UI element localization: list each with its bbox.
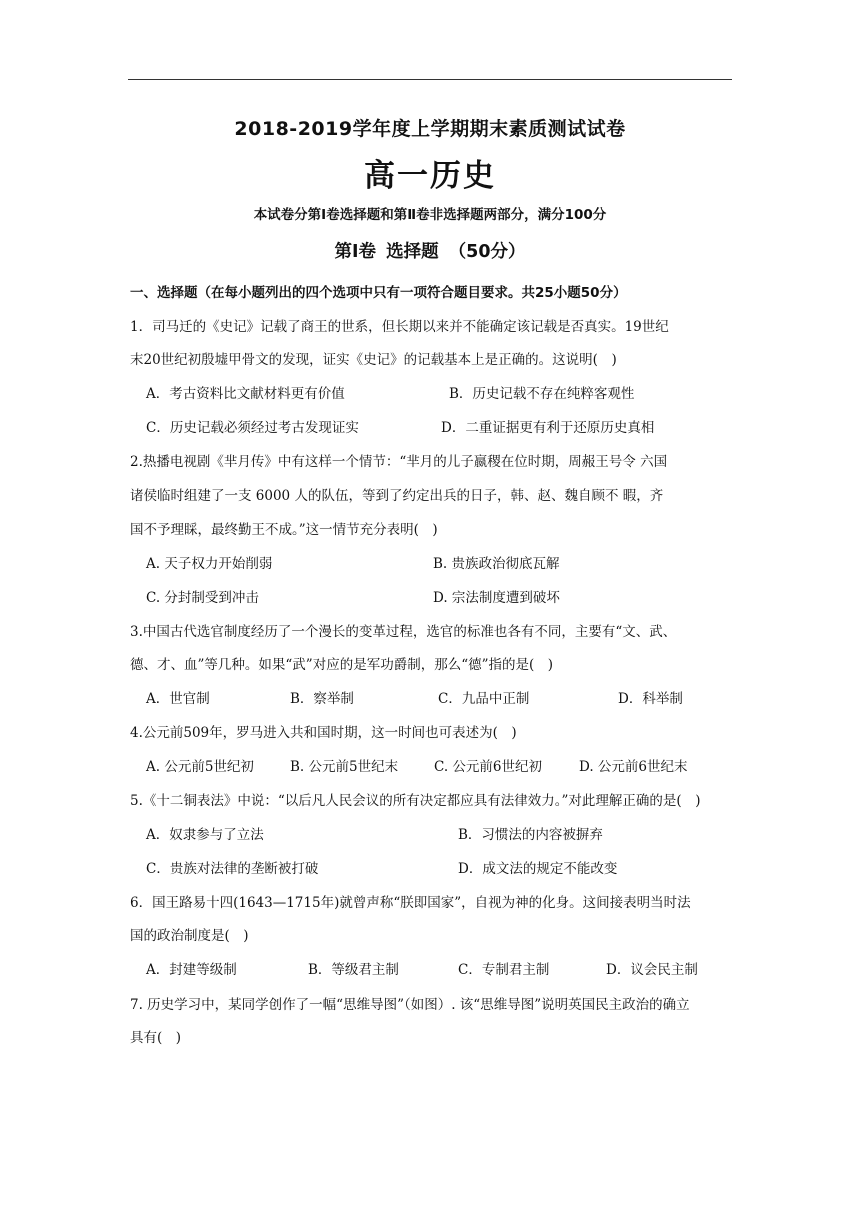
question-5-option-a: A．奴隶参与了立法	[146, 827, 264, 843]
question-1-option-c: C．历史记载必须经过考古发现证实	[146, 420, 359, 436]
question-1-line-2: 末20世纪初殷墟甲骨文的发现，证实《史记》的记载基本上是正确的。这说明( )	[130, 352, 617, 368]
part-title: 第Ⅰ卷 选择题 （50分）	[334, 242, 526, 262]
question-3-option-d: D．科举制	[618, 691, 683, 707]
question-2-line-3: 国不予理睬，最终勤王不成。”这一情节充分表明( )	[130, 522, 438, 538]
question-6-line-1: 6．国王路易十四(1643—1715年)就曾声称“朕即国家”，自视为神的化身。这间接表明当时法	[130, 895, 691, 911]
question-6-option-b: B．等级君主制	[308, 962, 399, 978]
question-5-line-1: 5.《十二铜表法》中说：“以后凡人民会议的所有决定都应具有法律效力。”对此理解正确的是( )	[130, 793, 701, 809]
section-title: 一、选择题（在每小题列出的四个选项中只有一项符合题目要求。共25小题50分）	[130, 285, 627, 301]
question-2-line-2: 诸侯临时组建了一支 6000 人的队伍，等到了约定出兵的日子，韩、赵、魏自顾不 暇，齐	[130, 488, 664, 504]
question-5-option-c: C．贵族对法律的垄断被打破	[146, 861, 319, 877]
question-6-option-c: C．专制君主制	[458, 962, 550, 978]
question-3-option-c: C．九品中正制	[438, 691, 530, 707]
question-5-option-d: D．成文法的规定不能改变	[458, 861, 618, 877]
question-3-option-a: A．世官制	[146, 691, 210, 707]
question-4-option-c: C. 公元前6世纪初	[434, 759, 543, 775]
question-1-option-a: A．考古资料比文献材料更有价值	[146, 386, 345, 402]
question-7-line-1: 7. 历史学习中，某同学创作了一幅“思维导图”（如图）. 该“思维导图”说明英国民主政治的确立	[130, 997, 690, 1013]
question-6-option-d: D．议会民主制	[606, 962, 698, 978]
question-5-option-b: B．习惯法的内容被摒弃	[458, 827, 603, 843]
question-6-line-2: 国的政治制度是( )	[130, 928, 249, 944]
question-2-line-1: 2.热播电视剧《芈月传》中有这样一个情节：“芈月的儿子嬴稷在位时期，周赧王号令 六国	[130, 454, 668, 470]
question-3-option-b: B．察举制	[290, 691, 354, 707]
exam-title: 2018-2019学年度上学期期末素质测试试卷	[234, 118, 626, 140]
header-rule	[128, 79, 732, 80]
question-4-option-d: D. 公元前6世纪末	[579, 759, 688, 775]
question-3-line-1: 3.中国古代选官制度经历了一个漫长的变革过程，选官的标准也各有不同，主要有“文、武、	[130, 624, 677, 640]
exam-note: 本试卷分第Ⅰ卷选择题和第Ⅱ卷非选择题两部分，满分100分	[253, 207, 607, 223]
question-4-option-a: A. 公元前5世纪初	[146, 759, 254, 775]
question-6-option-a: A．封建等级制	[146, 962, 237, 978]
question-2-option-d: D. 宗法制度遭到破坏	[433, 590, 560, 606]
question-4-line-1: 4.公元前509年，罗马进入共和国时期，这一时间也可表述为( )	[130, 725, 517, 741]
question-2-option-a: A. 天子权力开始削弱	[146, 556, 273, 572]
question-2-option-b: B. 贵族政治彻底瓦解	[433, 556, 560, 572]
question-3-line-2: 德、才、血”等几种。如果“武”对应的是军功爵制，那么“德”指的是( )	[130, 657, 554, 673]
question-7-line-2: 具有( )	[130, 1030, 182, 1046]
question-4-option-b: B. 公元前5世纪末	[290, 759, 399, 775]
question-1-line-1: 1．司马迁的《史记》记载了商王的世系，但长期以来并不能确定该记载是否真实。19世纪	[130, 319, 669, 335]
question-1-option-b: B．历史记载不存在纯粹客观性	[449, 386, 635, 402]
question-1-option-d: D．二重证据更有利于还原历史真相	[441, 420, 655, 436]
question-2-option-c: C. 分封制受到冲击	[146, 590, 259, 606]
subject-title: 高一历史	[364, 158, 496, 194]
